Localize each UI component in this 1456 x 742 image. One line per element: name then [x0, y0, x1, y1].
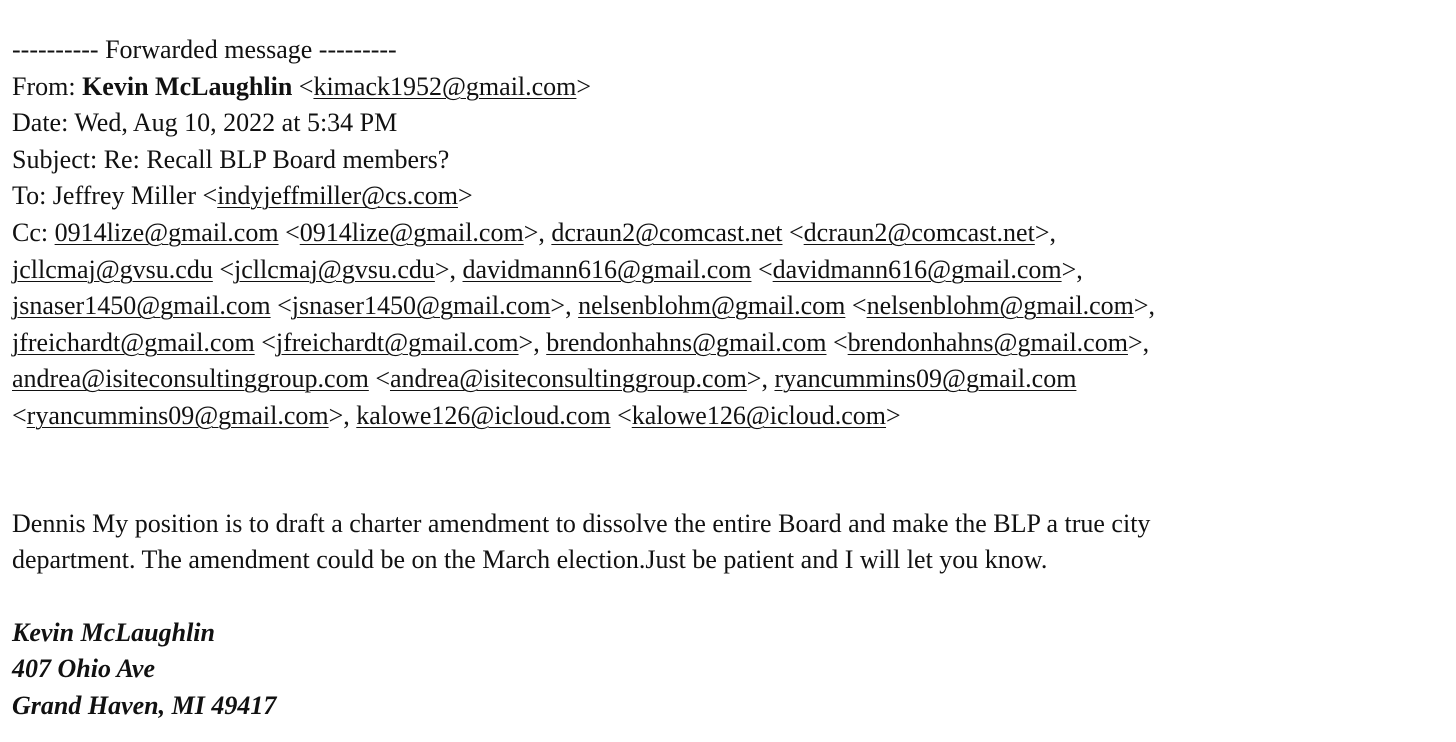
cc-email-link[interactable]: 0914lize@gmail.com	[299, 217, 524, 247]
cc-email-link[interactable]: andrea@isiteconsultinggroup.com	[389, 364, 747, 394]
cc-email-link[interactable]: 0914lize@gmail.com	[54, 217, 279, 247]
cc-email-link[interactable]: ryancummins09@gmail.com	[774, 364, 1077, 394]
date-line	[12, 105, 1456, 142]
message-body-line: Dennis My position is to draft a charter amendment to dissolve the entire Board and make the BLP a true city	[12, 508, 1151, 538]
subject-label: Subject:	[12, 144, 104, 174]
from-line: From: Kevin McLaughlin <kimack1952@gmail.com>	[12, 71, 592, 101]
cc-email-link[interactable]: dcraun2@comcast.net	[551, 217, 783, 247]
cc-line-3: jsnaser1450@gmail.com <jsnaser1450@gmail.com>, nelsenblohm@gmail.com <nelsenblohm@gmail.com>,	[12, 291, 1156, 321]
cc-email-link[interactable]: kalowe126@icloud.com	[631, 400, 887, 430]
cc-email-link[interactable]: davidmann616@gmail.com	[462, 254, 752, 284]
signature-block	[12, 615, 1456, 725]
subject-line	[12, 142, 1456, 179]
to-email-link[interactable]: indyjeffmiller@cs.com	[217, 181, 458, 211]
to-label: To:	[12, 181, 53, 211]
cc-email-link[interactable]: dcraun2@comcast.net	[803, 217, 1035, 247]
cc-line-4: jfreichardt@gmail.com <jfreichardt@gmail.com>, brendonhahns@gmail.com <brendonhahns@gmail.com>,	[12, 327, 1150, 357]
cc-email-link[interactable]: jcllcmaj@gvsu.cdu	[234, 254, 435, 284]
cc-email-link[interactable]: jcllcmaj@gvsu.cdu	[12, 254, 213, 284]
cc-email-link[interactable]: brendonhahns@gmail.com	[847, 327, 1128, 357]
from-name: Kevin McLaughlin	[82, 71, 293, 101]
date-label: Date:	[12, 108, 75, 138]
cc-line-6: <ryancummins09@gmail.com>, kalowe126@icloud.com <kalowe126@icloud.com>	[12, 400, 901, 430]
to-name: Jeffrey Miller	[52, 181, 196, 211]
cc-email-link[interactable]: nelsenblohm@gmail.com	[866, 291, 1134, 321]
cc-email-link[interactable]: jfreichardt@gmail.com	[275, 327, 519, 357]
signature-address-street: 407 Ohio Ave	[12, 654, 155, 684]
cc-email-link[interactable]: kalowe126@icloud.com	[356, 400, 611, 430]
cc-email-link[interactable]: nelsenblohm@gmail.com	[578, 291, 846, 321]
from-email-link[interactable]: kimack1952@gmail.com	[313, 71, 577, 101]
signature-name: Kevin McLaughlin	[12, 617, 215, 647]
cc-line-2: jcllcmaj@gvsu.cdu <jcllcmaj@gvsu.cdu>, davidmann616@gmail.com <davidmann616@gmail.com>,	[12, 254, 1083, 284]
message-body-line: department. The amendment could be on the March election.Just be patient and I will let you know.	[12, 545, 1048, 575]
cc-email-link[interactable]: ryancummins09@gmail.com	[26, 400, 329, 430]
cc-email-link[interactable]: jfreichardt@gmail.com	[12, 327, 255, 357]
cc-email-link[interactable]: andrea@isiteconsultinggroup.com	[12, 364, 369, 394]
cc-email-link[interactable]: jsnaser1450@gmail.com	[12, 291, 271, 321]
date-value: Wed, Aug 10, 2022 at 5:34 PM	[74, 108, 398, 138]
from-label: From:	[12, 71, 83, 101]
cc-label: Cc:	[12, 217, 55, 247]
subject-value: Re: Recall BLP Board members?	[103, 144, 450, 174]
forwarded-marker: ---------- Forwarded message ---------	[12, 35, 397, 64]
to-line: To: Jeffrey Miller <indyjeffmiller@cs.com>	[12, 181, 473, 211]
cc-line-1: Cc: 0914lize@gmail.com <0914lize@gmail.com>, dcraun2@comcast.net <dcraun2@comcast.net>,	[12, 217, 1056, 247]
cc-email-link[interactable]: davidmann616@gmail.com	[772, 254, 1062, 284]
cc-email-link[interactable]: brendonhahns@gmail.com	[546, 327, 827, 357]
cc-line-5: andrea@isiteconsultinggroup.com <andrea@isiteconsultinggroup.com>, ryancummins09@gmail.com	[12, 364, 1077, 394]
signature-address-city: Grand Haven, MI 49417	[12, 690, 277, 720]
cc-email-link[interactable]: jsnaser1450@gmail.com	[291, 291, 551, 321]
message-body	[12, 506, 1452, 579]
